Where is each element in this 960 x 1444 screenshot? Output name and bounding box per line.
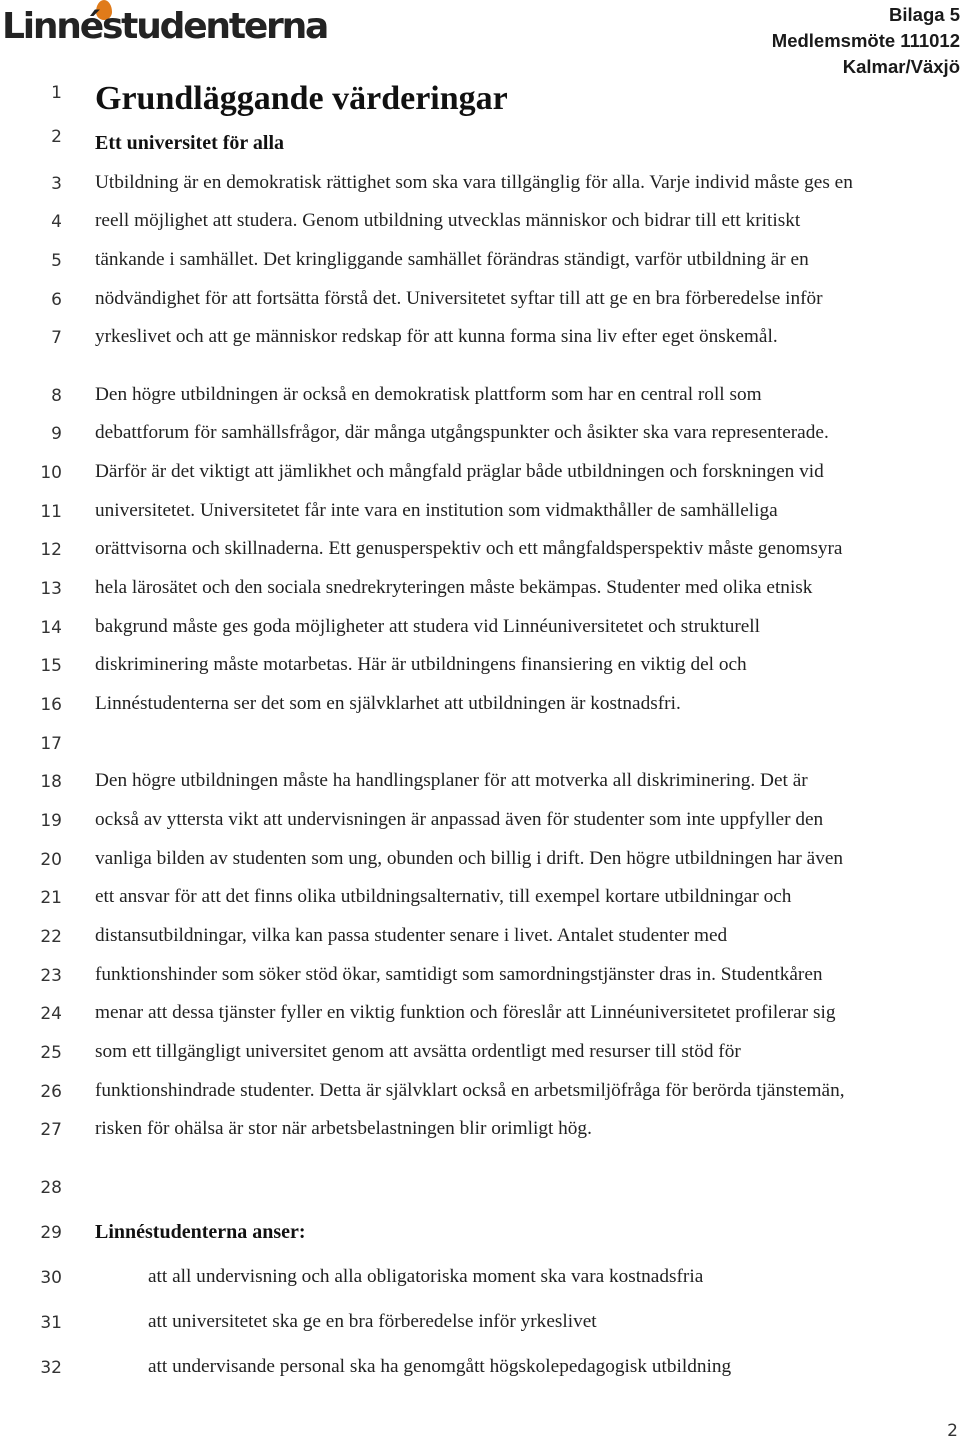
- text-line: ett ansvar för att det finns olika utbildningsalternativ, till exempel kortare utbildningar och: [95, 886, 792, 907]
- list-item: att all undervisning och alla obligatoriska moment ska vara kostnadsfria: [148, 1266, 704, 1287]
- line-number: 7: [51, 328, 62, 348]
- line-number: 4: [51, 212, 62, 232]
- header-meeting: Medlemsmöte 111012: [771, 30, 960, 51]
- line-number: 9: [51, 424, 62, 444]
- line-number: 32: [40, 1358, 62, 1378]
- text-line: funktionshinder som söker stöd ökar, samtidigt som samordningstjänster dras in. Studentkåren: [95, 964, 823, 985]
- text-line: som ett tillgängligt universitet genom att avsätta ordentligt med resurser till stöd för: [95, 1041, 741, 1062]
- text-line: bakgrund måste ges goda möjligheter att studera vid Linnéuniversitetet och strukturell: [95, 616, 761, 637]
- line-number: 17: [40, 734, 62, 754]
- line-number: 25: [40, 1043, 62, 1063]
- text-line: risken för ohälsa är stor när arbetsbelastningen blir orimligt hög.: [95, 1118, 592, 1139]
- text-line: Linnéstudenterna ser det som en självklarhet att utbildningen är kostnadsfri.: [95, 693, 681, 714]
- line-number: 1: [51, 83, 62, 103]
- header-location: Kalmar/Växjö: [842, 56, 960, 77]
- line-number: 29: [40, 1223, 62, 1243]
- line-number: 20: [40, 850, 62, 870]
- line-number: 11: [40, 502, 62, 522]
- line-number: 2: [51, 127, 62, 147]
- line-number: 31: [40, 1313, 62, 1333]
- text-line: orättvisorna och skillnaderna. Ett genusperspektiv och ett mångfaldsperspektiv måste genomsyra: [95, 538, 843, 559]
- line-number: 23: [40, 966, 62, 986]
- text-line: Den högre utbildningen måste ha handlingsplaner för att motverka all diskriminering. Det är: [95, 770, 808, 791]
- line-number: 26: [40, 1082, 62, 1102]
- text-line: menar att dessa tjänster fyller en viktig funktion och föreslår att Linnéuniversitetet profilerar sig: [95, 1002, 836, 1023]
- line-number: 24: [40, 1004, 62, 1024]
- line-number: 5: [51, 251, 62, 271]
- text-line: diskriminering måste motarbetas. Här är utbildningens finansiering en viktig del och: [95, 654, 747, 675]
- header-appendix: Bilaga 5: [889, 4, 960, 25]
- text-line: reell möjlighet att studera. Genom utbildning utvecklas människor och bidrar till ett kritiskt: [95, 210, 801, 231]
- line-number: 30: [40, 1268, 62, 1288]
- line-number: 15: [40, 656, 62, 676]
- logo-text: Linnéstudenterna: [2, 6, 328, 47]
- line-number: 10: [40, 463, 62, 483]
- line-number: 19: [40, 811, 62, 831]
- line-number: 13: [40, 579, 62, 599]
- list-item: att universitetet ska ge en bra förberedelse inför yrkeslivet: [148, 1311, 597, 1332]
- document-header: [772, 2, 960, 80]
- section-subtitle: Ett universitet för alla: [95, 132, 285, 154]
- text-line: också av yttersta vikt att undervisningen är anpassad även för studenter som inte uppfyller den: [95, 809, 824, 830]
- text-line: nödvändighet för att fortsätta förstå det. Universitetet syftar till att ge en bra förberedelse inför: [95, 288, 823, 309]
- line-number: 16: [40, 695, 62, 715]
- line-number: 14: [40, 618, 62, 638]
- text-line: hela lärosätet och den sociala snedrekryteringen måste bekämpas. Studenter med olika etnisk: [95, 577, 813, 598]
- line-number: 21: [40, 888, 62, 908]
- list-item: att undervisande personal ska ha genomgått högskolepedagogisk utbildning: [148, 1356, 732, 1377]
- line-number: 12: [40, 540, 62, 560]
- line-number: 28: [40, 1178, 62, 1198]
- text-line: debattforum för samhällsfrågor, där många utgångspunkter och åsikter ska vara representerade.: [95, 422, 829, 443]
- text-line: universitetet. Universitetet får inte vara en institution som vidmakthåller de samhälleliga: [95, 500, 778, 521]
- line-number: 6: [51, 290, 62, 310]
- line-number: 3: [51, 174, 62, 194]
- text-line: funktionshindrade studenter. Detta är självklart också en arbetsmiljöfråga för berörda tjänstemän,: [95, 1080, 845, 1101]
- page-title: Grundläggande värderingar: [95, 80, 508, 117]
- line-number: 22: [40, 927, 62, 947]
- text-line: tänkande i samhället. Det kringliggande samhället förändras ständigt, varför utbildning är en: [95, 249, 809, 270]
- text-line: yrkeslivet och att ge människor redskap för att kunna forma sina liv efter eget önskemål.: [95, 326, 778, 347]
- line-number: 27: [40, 1120, 62, 1140]
- text-line: distansutbildningar, vilka kan passa studenter senare i livet. Antalet studenter med: [95, 925, 728, 946]
- line-number: 8: [51, 386, 62, 406]
- text-line: vanliga bilden av studenten som ung, obunden och billig i drift. Den högre utbildningen har även: [95, 848, 844, 869]
- page-number: 2: [947, 1421, 958, 1441]
- line-number: 18: [40, 772, 62, 792]
- text-line: Därför är det viktigt att jämlikhet och mångfald präglar både utbildningen och forskningen vid: [95, 461, 824, 482]
- linnestudenterna-logo: [2, 0, 332, 58]
- text-line: Den högre utbildningen är också en demokratisk plattform som har en central roll som: [95, 384, 762, 405]
- section-heading: Linnéstudenterna anser:: [95, 1221, 306, 1243]
- text-line: Utbildning är en demokratisk rättighet som ska vara tillgänglig för alla. Varje individ måste ges en: [95, 172, 853, 193]
